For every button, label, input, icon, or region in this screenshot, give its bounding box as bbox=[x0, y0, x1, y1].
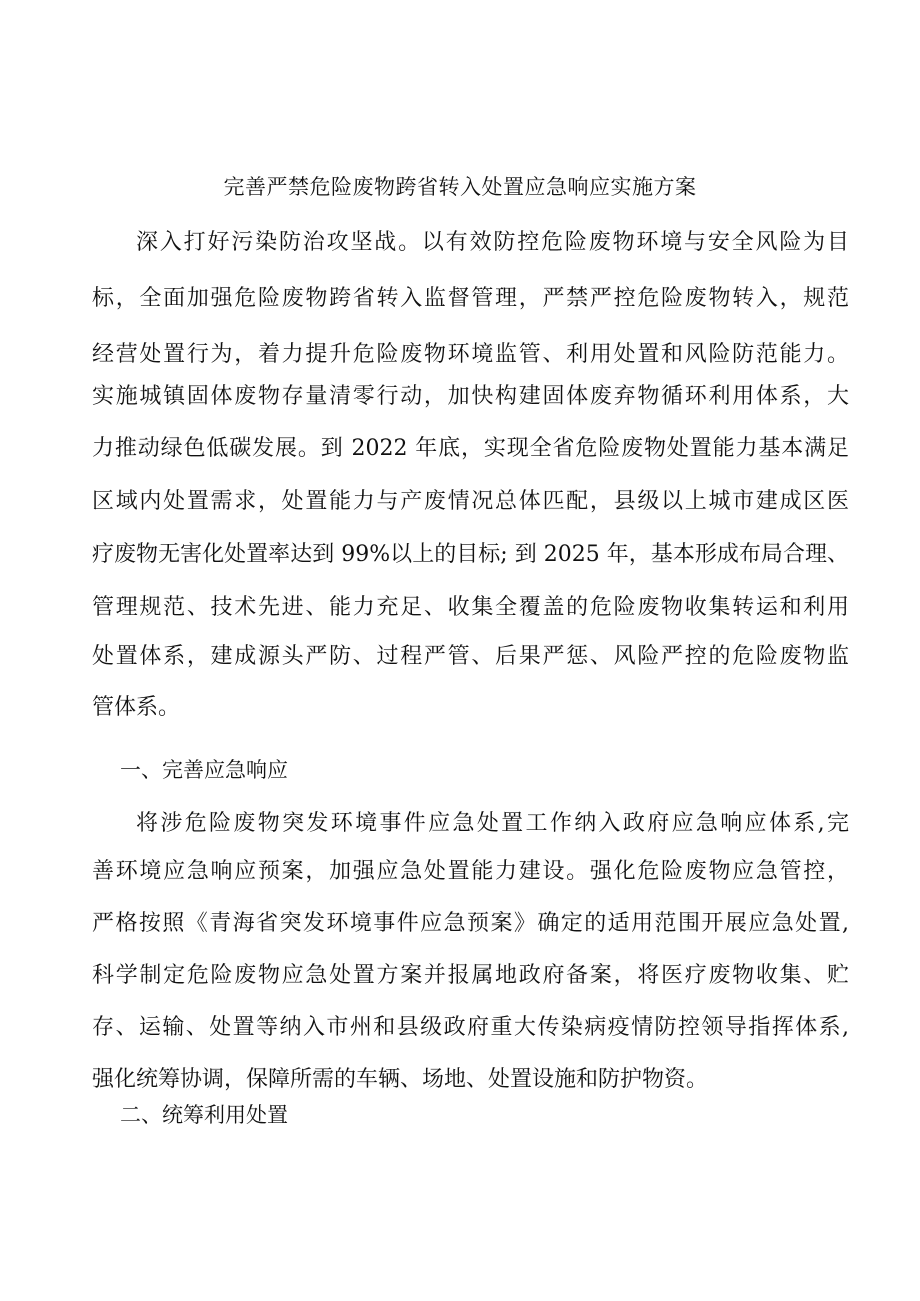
section1-line-3: 严格按照《青海省突发环境事件应急预案》确定的适用范围开展应急处置, bbox=[92, 911, 849, 936]
intro-line-7: 疗废物无害化处置率达到 99%以上的目标; 到 2025 年，基本形成布局合理、 bbox=[92, 542, 849, 567]
intro-line-8: 管理规范、技术先进、能力充足、收集全覆盖的危险废物收集转运和利用 bbox=[92, 595, 849, 620]
section1-line-6: 强化统筹协调，保障所需的车辆、场地、处置设施和防护物资。 bbox=[92, 1067, 709, 1092]
section1-line-5: 存、运输、处置等纳入市州和县级政府重大传染病疫情防控领导指挥体系, bbox=[92, 1015, 849, 1040]
intro-line-5: 力推动绿色低碳发展。到 2022 年底，实现全省危险废物处置能力基本满足 bbox=[92, 436, 849, 461]
intro-line-4: 实施城镇固体废物存量清零行动，加快构建固体废弃物循环利用体系，大 bbox=[92, 384, 849, 409]
intro-line-6: 区域内处置需求，处置能力与产废情况总体匹配，县级以上城市建成区医 bbox=[92, 489, 849, 514]
document-title: 完善严禁危险废物跨省转入处置应急响应实施方案 bbox=[223, 175, 697, 199]
intro-line-3: 经营处置行为，着力提升危险废物环境监管、利用处置和风险防范能力。 bbox=[92, 342, 849, 367]
intro-line-9: 处置体系，建成源头严防、过程严管、后果严惩、风险严控的危险废物监 bbox=[92, 644, 849, 669]
section1-line-2: 善环境应急响应预案，加强应急处置能力建设。强化危险废物应急管控， bbox=[92, 859, 849, 884]
intro-line-1: 深入打好污染防治攻坚战。以有效防控危险废物环境与安全风险为目 bbox=[136, 230, 849, 255]
section1-line-4: 科学制定危险废物应急处置方案并报属地政府备案，将医疗废物收集、贮 bbox=[92, 963, 849, 988]
section-heading-2: 二、统筹利用处置 bbox=[120, 1103, 288, 1127]
intro-line-2: 标，全面加强危险废物跨省转入监督管理，严禁严控危险废物转入，规范 bbox=[92, 286, 849, 311]
section-heading-1: 一、完善应急响应 bbox=[120, 758, 288, 782]
section1-line-1: 将涉危险废物突发环境事件应急处置工作纳入政府应急响应体系,完 bbox=[136, 811, 849, 836]
intro-line-10: 管体系。 bbox=[92, 695, 181, 720]
